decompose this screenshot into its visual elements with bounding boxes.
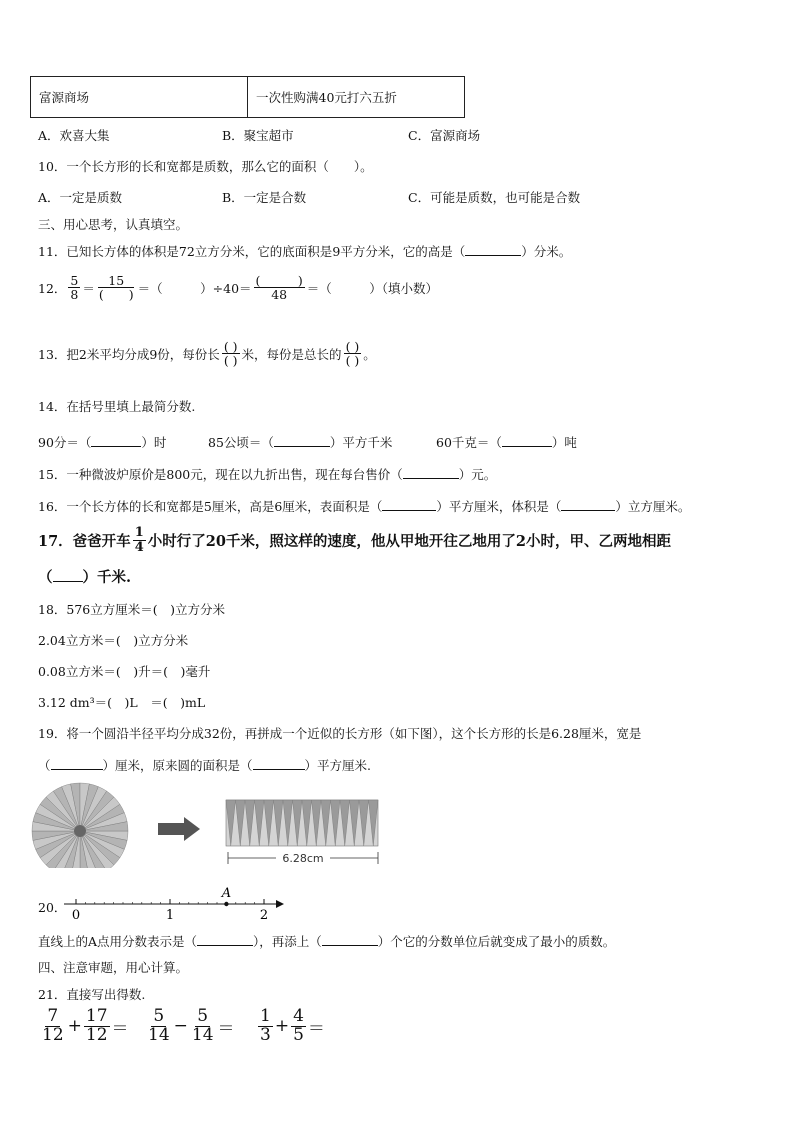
numerator: 7 xyxy=(47,1006,59,1026)
length-label: 6.28cm xyxy=(282,852,324,865)
q18-line-2: 2.04立方米＝( )立方分米 xyxy=(38,633,189,648)
denominator: 8 xyxy=(70,287,79,303)
number-line xyxy=(60,884,290,924)
q10-option-b: B．一定是合数 xyxy=(222,190,307,205)
numerator: 17 xyxy=(85,1006,108,1026)
numerator: 4 xyxy=(293,1006,304,1026)
q12-middle: ＝（ ）÷40＝ xyxy=(137,280,252,296)
table-cell: 一次性购满40元打六五折 xyxy=(248,77,465,118)
section-4-heading: 四、注意审题，用心计算。 xyxy=(38,960,189,975)
tick-label: 0 xyxy=(71,908,81,923)
denominator: 48 xyxy=(271,287,288,303)
q14-part-1-a: 90分＝（ xyxy=(38,435,92,450)
q17-text-d: ）千米. xyxy=(82,569,132,586)
fraction xyxy=(146,1008,172,1045)
fraction xyxy=(190,1008,216,1045)
q18-line-4: 3.12 dm³＝( )L ＝( )mL xyxy=(38,695,206,710)
q17-line-2 xyxy=(38,566,131,587)
q14-part-1-b: ）时 xyxy=(141,435,167,450)
q15-question xyxy=(38,465,496,483)
equals-sign: ＝ xyxy=(307,1018,325,1039)
fraction xyxy=(254,274,305,301)
q16-question xyxy=(38,497,690,515)
q11-text-b: ）分米。 xyxy=(521,244,572,259)
fraction-blank[interactable] xyxy=(344,340,362,367)
answer-blank[interactable] xyxy=(91,434,141,447)
q17-text-b: 小时行了20千米，照这样的速度，他从甲地开往乙地用了2小时，甲、乙两地相距 xyxy=(147,532,671,550)
answer-blank[interactable] xyxy=(382,498,436,511)
q14-part-3-b: ）吨 xyxy=(551,435,577,450)
numerator-blank[interactable]: ( ) xyxy=(255,273,303,288)
q17-text-c: （ xyxy=(38,569,53,586)
section-3-heading: 三、用心思考，认真填空。 xyxy=(38,217,189,232)
q20-text-b: ），再添上（ xyxy=(253,934,322,949)
circle-center xyxy=(74,825,86,837)
q13-question xyxy=(38,340,376,367)
fraction xyxy=(84,1008,110,1045)
table-row xyxy=(31,77,465,118)
denominator-blank[interactable]: ( ) xyxy=(223,353,238,369)
q18-line-1: 18．576立方厘米＝( )立方分米 xyxy=(38,602,226,617)
answer-blank[interactable] xyxy=(253,757,305,770)
numerator: 15 xyxy=(98,274,134,288)
fraction xyxy=(291,1008,306,1045)
arrow-icon xyxy=(158,817,200,841)
q21-title: 21．直接写出得数. xyxy=(38,987,146,1002)
q11-question xyxy=(38,242,571,260)
point-a-marker xyxy=(224,902,228,906)
denominator: 3 xyxy=(260,1024,271,1045)
q10-option-a: A．一定是质数 xyxy=(38,190,123,205)
operator: − xyxy=(173,1016,188,1037)
q20-number: 20． xyxy=(38,900,67,915)
answer-blank[interactable] xyxy=(502,434,552,447)
tick-label: 2 xyxy=(259,908,269,923)
q14-part-3 xyxy=(436,433,577,451)
answer-blank[interactable] xyxy=(465,243,521,256)
q14-part-2-a: 85公顷＝（ xyxy=(208,435,274,450)
answer-blank[interactable] xyxy=(403,466,459,479)
q11-text-a: 11．已知长方体的体积是72立方分米，它的底面积是9平方分米，它的高是（ xyxy=(38,244,466,259)
q14-title: 14．在括号里填上最简分数. xyxy=(38,399,196,414)
operator: + xyxy=(67,1016,82,1037)
denominator: 14 xyxy=(191,1024,214,1045)
answer-blank[interactable] xyxy=(53,569,83,582)
answer-blank[interactable] xyxy=(51,757,103,770)
answer-blank[interactable] xyxy=(274,434,330,447)
q16-text-c: ）立方厘米。 xyxy=(615,499,691,514)
tick-label: 1 xyxy=(165,908,175,923)
denominator: 12 xyxy=(42,1024,64,1045)
fraction xyxy=(40,1008,66,1045)
divided-circle xyxy=(32,783,128,868)
denominator-blank[interactable]: ( ) xyxy=(98,287,134,303)
denominator: 14 xyxy=(148,1024,170,1045)
q19-question: 19．将一个圆沿半径平均分成32份，再拼成一个近似的长方形（如下图），这个长方形的长是6.28厘米，宽是 xyxy=(38,726,642,741)
q9-option-c: C．富源商场 xyxy=(408,128,481,143)
table-cell: 富源商场 xyxy=(31,77,248,118)
q15-text-a: 15．一种微波炉原价是800元，现在以九折出售，现在每台售价（ xyxy=(38,467,403,482)
number-line-ticks xyxy=(72,899,268,923)
q16-text-a: 16．一个长方体的长和宽都是5厘米，高是6厘米，表面积是（ xyxy=(38,499,383,514)
expression-2 xyxy=(144,1008,235,1045)
q19-text-b2: ）厘米，原来圆的面积是（ xyxy=(102,758,253,773)
q13-text-c: 。 xyxy=(363,346,376,362)
q14-part-1 xyxy=(38,433,166,451)
point-a-label: A xyxy=(221,886,232,901)
numerator: 5 xyxy=(70,273,79,288)
denominator: 12 xyxy=(85,1024,108,1045)
numerator: 5 xyxy=(197,1006,209,1026)
numerator: 5 xyxy=(153,1006,165,1026)
q14-part-2-b: ）平方千米 xyxy=(329,435,393,450)
q20-question xyxy=(38,932,615,950)
expression-1 xyxy=(38,1008,129,1045)
operator: + xyxy=(274,1016,290,1037)
approximate-rectangle xyxy=(226,800,378,846)
expression-3 xyxy=(256,1008,325,1045)
q17-question xyxy=(38,526,671,554)
fraction xyxy=(68,274,80,301)
discount-table xyxy=(30,76,465,118)
q13-text-b: 米，每份是总长的 xyxy=(241,346,342,362)
numerator-blank[interactable]: ( ) xyxy=(345,339,360,354)
answer-blank[interactable] xyxy=(561,498,615,511)
fraction-blank[interactable] xyxy=(222,340,240,367)
q10-option-c: C．可能是质数，也可能是合数 xyxy=(408,190,581,205)
q16-text-b: ）平方厘米，体积是（ xyxy=(436,499,562,514)
denominator: 5 xyxy=(293,1024,304,1045)
fraction xyxy=(133,526,146,554)
q12-end: ＝（ ）（填小数） xyxy=(306,280,439,296)
numerator: 1 xyxy=(260,1006,271,1026)
denominator-blank[interactable]: ( ) xyxy=(345,353,360,369)
q18-line-3: 0.08立方米＝( )升＝( )毫升 xyxy=(38,664,211,679)
numerator-blank[interactable]: ( ) xyxy=(223,339,238,354)
length-dimension xyxy=(228,851,378,865)
q15-text-b: ）元。 xyxy=(458,467,497,482)
q20-text-a: 直线上的A点用分数表示是（ xyxy=(38,934,198,949)
q9-option-b: B．聚宝超市 xyxy=(222,128,294,143)
fraction xyxy=(258,1008,273,1045)
q12-number: 12． xyxy=(38,280,67,296)
q20-text-c: ）个它的分数单位后就变成了最小的质数。 xyxy=(377,934,616,949)
equals-sign: ＝ xyxy=(82,280,95,296)
q12-question xyxy=(38,274,438,301)
fraction xyxy=(97,274,136,301)
q19-line-2 xyxy=(38,756,371,774)
q17-text-a: 17．爸爸开车 xyxy=(38,532,131,550)
equals-sign: ＝ xyxy=(111,1018,129,1039)
circle-to-rectangle-figure xyxy=(30,780,390,868)
equals-sign: ＝ xyxy=(217,1018,235,1039)
answer-blank[interactable] xyxy=(197,933,253,946)
q19-text-b3: ）平方厘米. xyxy=(304,758,372,773)
q13-text-a: 13．把2米平均分成9份，每份长 xyxy=(38,346,220,362)
q14-part-2 xyxy=(208,433,392,451)
q14-part-3-a: 60千克＝（ xyxy=(436,435,502,450)
denominator: 4 xyxy=(134,539,144,555)
q19-text-b1: （ xyxy=(38,758,51,773)
q10-question: 10．一个长方形的长和宽都是质数，那么它的面积（ ）。 xyxy=(38,159,373,174)
numerator: 1 xyxy=(134,525,144,540)
answer-blank[interactable] xyxy=(322,933,378,946)
q9-option-a: A．欢喜大集 xyxy=(38,128,110,143)
